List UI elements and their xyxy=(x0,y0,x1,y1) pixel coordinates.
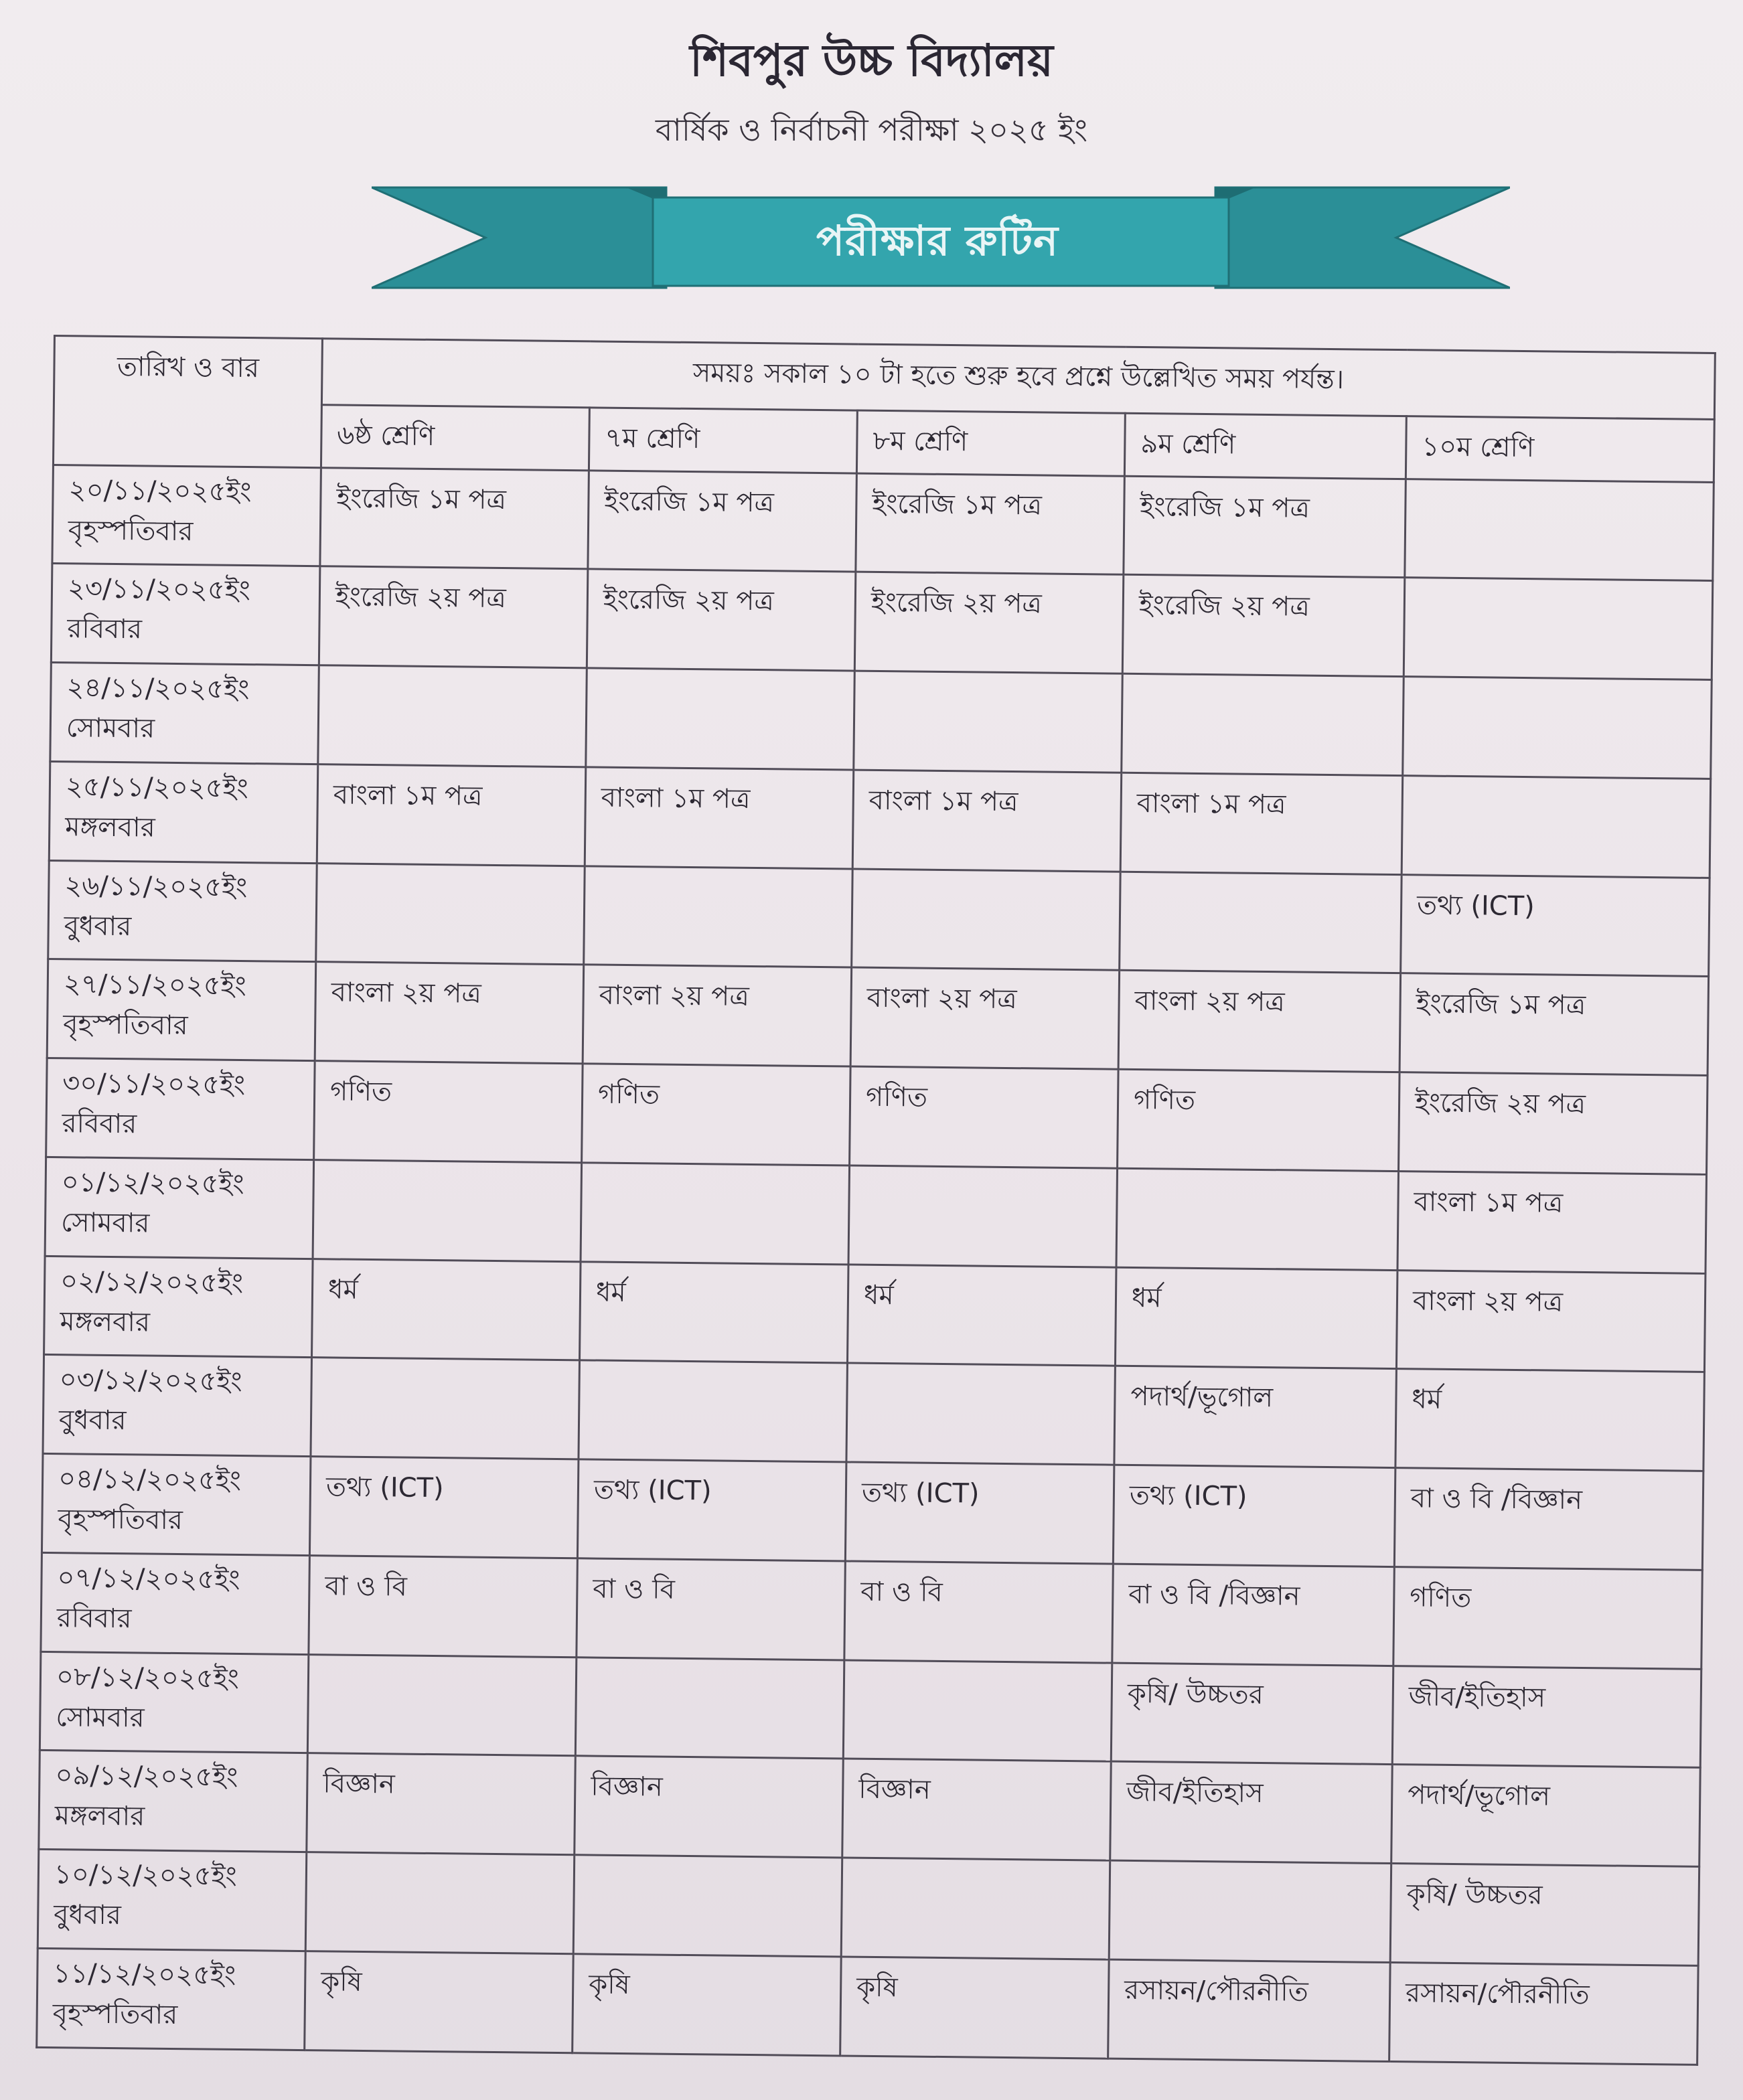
subject-cell xyxy=(852,869,1121,971)
subject-cell: ধর্ম xyxy=(1115,1267,1397,1369)
subject-cell: ইংরেজি ১ম পত্র xyxy=(320,467,589,569)
subject-cell xyxy=(1405,479,1714,581)
date-cell xyxy=(52,465,321,566)
subject-cell: গণিত xyxy=(1393,1567,1703,1670)
exam-date: ২৩/১১/২০২৫ইং xyxy=(67,573,251,607)
exam-day: মঙ্গলবার xyxy=(60,1305,151,1338)
subject-cell: ইংরেজি ২য় পত্র xyxy=(1399,1072,1708,1175)
exam-day: বুধবার xyxy=(58,1404,127,1437)
subject-cell xyxy=(1404,578,1713,680)
class-header-8: ৮ম শ্রেণি xyxy=(856,410,1125,476)
subject-cell xyxy=(307,1654,577,1756)
exam-date: ০৯/১২/২০২৫ইং xyxy=(55,1760,238,1793)
table-row xyxy=(45,1157,1706,1273)
table-row xyxy=(37,1948,1698,2065)
subject-cell: কৃষি xyxy=(573,1954,842,2056)
table-row xyxy=(39,1751,1700,1867)
subject-cell: কৃষি/ উচ্চতর xyxy=(1111,1663,1393,1765)
routine-table-body xyxy=(37,336,1716,2065)
exam-date: ২৭/১১/২০২৫ইং xyxy=(63,969,246,1002)
ribbon-left-tail xyxy=(372,187,666,288)
date-cell xyxy=(39,1751,308,1852)
subject-cell xyxy=(846,1363,1116,1465)
subject-cell: কৃষি xyxy=(840,1957,1110,2058)
exam-date: ১১/১২/২০২৫ইং xyxy=(53,1958,236,1991)
subject-cell xyxy=(318,665,587,767)
school-name: শিবপুর উচ্চ বিদ্যালয় xyxy=(690,35,1053,86)
class-header-10: ১০ম শ্রেণি xyxy=(1406,416,1714,482)
subject-cell: তথ্য (ICT) xyxy=(577,1459,846,1561)
subject-cell: বিজ্ঞান xyxy=(575,1756,844,1858)
subject-cell: বাংলা ১ম পত্র xyxy=(317,764,586,866)
subject-cell xyxy=(311,1358,580,1459)
subject-cell: ধর্ম xyxy=(579,1261,848,1363)
subject-cell xyxy=(581,1163,850,1265)
date-day-header: তারিখ ও বার xyxy=(53,336,322,468)
exam-date: ০১/১২/২০২৫ইং xyxy=(61,1167,244,1200)
subject-cell: বা ও বি xyxy=(844,1561,1114,1663)
exam-date: ২০/১১/২০২৫ইং xyxy=(68,474,252,507)
table-row xyxy=(49,761,1710,878)
date-cell xyxy=(44,1256,313,1358)
subject-cell: কৃষি/ উচ্চতর xyxy=(1390,1864,1699,1966)
subject-cell xyxy=(584,866,853,967)
table-row xyxy=(52,465,1714,581)
class-header-7: ৭ম শ্রেণি xyxy=(589,407,857,473)
subject-cell xyxy=(313,1160,582,1262)
exam-day: মঙ্গলবার xyxy=(54,1800,145,1833)
exam-date: ১০/১২/২০২৫ইং xyxy=(54,1859,238,1892)
subject-cell: ধর্ম xyxy=(847,1265,1116,1366)
date-cell xyxy=(40,1651,309,1753)
subject-cell: গণিত xyxy=(582,1064,851,1165)
subject-cell xyxy=(1116,1168,1399,1270)
subject-cell xyxy=(305,1852,575,1954)
exam-title: বার্ষিক ও নির্বাচনী পরীক্ষা ২০২৫ ইং xyxy=(655,112,1088,148)
subject-cell xyxy=(841,1858,1110,1959)
subject-cell: বাংলা ২য় পত্র xyxy=(315,962,584,1064)
subject-cell xyxy=(1109,1860,1391,1962)
table-row xyxy=(51,564,1712,680)
subject-cell: বাংলা ১ম পত্র xyxy=(1120,773,1403,874)
subject-cell xyxy=(1403,677,1712,779)
subject-cell: ধর্ম xyxy=(1395,1369,1705,1471)
exam-day: রবিবার xyxy=(62,1108,137,1140)
subject-cell xyxy=(1401,775,1711,878)
exam-day: সোমবার xyxy=(60,1207,150,1239)
table-row xyxy=(40,1651,1701,1768)
exam-day: মঙ্গলবার xyxy=(65,811,155,843)
subject-cell xyxy=(1120,872,1402,973)
subject-cell: ইংরেজি ১ম পত্র xyxy=(856,473,1125,575)
subject-cell xyxy=(573,1855,842,1957)
exam-date: ২৬/১১/২০২৫ইং xyxy=(64,870,248,903)
ribbon-right-tail xyxy=(1215,187,1510,288)
exam-day: বৃহস্পতিবার xyxy=(62,1009,188,1042)
subject-cell: রসায়ন/পৌরনীতি xyxy=(1389,1963,1699,2065)
exam-date: ৩০/১১/২০২৫ইং xyxy=(62,1068,246,1101)
subject-cell: তথ্য (ICT) xyxy=(1401,874,1710,977)
date-cell xyxy=(46,1058,315,1160)
subject-cell: বাংলা ১ম পত্র xyxy=(585,767,854,869)
subject-cell: ইংরেজি ১ম পত্র xyxy=(1124,476,1406,578)
subject-cell xyxy=(575,1657,844,1759)
exam-day: বৃহস্পতিবার xyxy=(52,1998,178,2031)
subject-cell: রসায়ন/পৌরনীতি xyxy=(1108,1959,1391,2061)
subject-cell xyxy=(848,1165,1118,1267)
date-cell xyxy=(47,959,316,1061)
subject-cell: কৃষি xyxy=(305,1951,574,2053)
class-header-9: ৯ম শ্রেণি xyxy=(1124,413,1406,479)
exam-routine-table xyxy=(35,335,1716,2066)
exam-date: ২৫/১১/২০২৫ইং xyxy=(65,771,249,804)
subject-cell: বাংলা ২য় পত্র xyxy=(1396,1270,1706,1372)
subject-cell: গণিত xyxy=(850,1066,1119,1168)
class-header-6: ৬ষ্ঠ শ্রেণি xyxy=(321,404,589,470)
subject-cell: তথ্য (ICT) xyxy=(309,1457,579,1558)
subject-cell: ইংরেজি ১ম পত্র xyxy=(1399,973,1709,1076)
date-cell xyxy=(43,1355,312,1457)
subject-cell: বা ও বি /বিজ্ঞান xyxy=(1112,1564,1395,1666)
exam-date: ০৭/১২/২০২৫ইং xyxy=(57,1562,240,1595)
subject-cell: জীব/ইতিহাস xyxy=(1110,1762,1393,1864)
subject-cell: বিজ্ঞান xyxy=(307,1753,576,1855)
subject-cell: পদার্থ/ভূগোল xyxy=(1114,1366,1397,1468)
date-cell xyxy=(45,1157,314,1259)
table-row xyxy=(44,1256,1706,1372)
subject-cell: পদার্থ/ভূগোল xyxy=(1391,1765,1701,1867)
date-cell xyxy=(50,663,319,764)
subject-cell: বাংলা ২য় পত্র xyxy=(850,967,1120,1069)
subject-cell: বা ও বি /বিজ্ঞান xyxy=(1394,1468,1703,1570)
exam-day: সোমবার xyxy=(66,712,155,744)
date-cell xyxy=(51,564,320,665)
banner-label: পরীক্ষার রুটিন xyxy=(816,216,1059,265)
subject-cell xyxy=(316,863,585,965)
subject-cell: বাংলা ২য় পত্র xyxy=(583,965,852,1066)
date-cell xyxy=(49,761,318,863)
exam-date: ২৪/১১/২০২৫ইং xyxy=(66,672,250,706)
subject-cell: ইংরেজি ২য় পত্র xyxy=(1122,575,1405,677)
subject-cell: গণিত xyxy=(314,1061,583,1163)
exam-day: বৃহস্পতিবার xyxy=(68,514,194,547)
subject-cell: গণিত xyxy=(1118,1069,1400,1171)
exam-day: বৃহস্পতিবার xyxy=(58,1504,183,1536)
date-cell xyxy=(37,1850,307,1951)
exam-date: ০৩/১২/২০২৫ইং xyxy=(59,1364,242,1398)
exam-date: ০৪/১২/২০২৫ইং xyxy=(58,1463,242,1497)
table-row xyxy=(41,1552,1702,1669)
subject-cell: বাংলা ২য় পত্র xyxy=(1118,971,1401,1072)
subject-cell: বা ও বি xyxy=(309,1556,578,1658)
table-row xyxy=(37,1850,1699,1966)
subject-cell: জীব/ইতিহাস xyxy=(1392,1666,1701,1768)
exam-time-note: সময়ঃ সকাল ১০ টা হতে শুরু হবে প্রশ্নে উল্লেখিত সময় পর্যন্ত। xyxy=(321,339,1715,419)
subject-cell xyxy=(843,1660,1112,1762)
subject-cell: ধর্ম xyxy=(312,1259,581,1360)
subject-cell xyxy=(854,671,1123,773)
subject-cell: ইংরেজি ২য় পত্র xyxy=(587,569,856,671)
exam-day: সোমবার xyxy=(56,1701,145,1734)
table-row xyxy=(50,663,1712,779)
subject-cell: ইংরেজি ২য় পত্র xyxy=(319,566,588,668)
table-row xyxy=(48,860,1710,977)
subject-cell xyxy=(586,668,855,770)
subject-cell xyxy=(579,1360,848,1462)
table-row xyxy=(43,1355,1704,1471)
exam-date: ০৮/১২/২০২৫ইং xyxy=(56,1661,240,1694)
date-cell xyxy=(42,1454,311,1556)
subject-cell: বিজ্ঞান xyxy=(842,1759,1112,1860)
subject-cell: ইংরেজি ২য় পত্র xyxy=(854,572,1124,673)
table-row xyxy=(42,1454,1703,1570)
subject-cell: বাংলা ১ম পত্র xyxy=(1397,1171,1707,1273)
subject-cell: ইংরেজি ১ম পত্র xyxy=(588,470,857,572)
exam-day: বুধবার xyxy=(54,1899,122,1931)
exam-day: রবিবার xyxy=(67,613,143,645)
date-cell xyxy=(48,860,317,962)
date-cell xyxy=(37,1948,306,2050)
table-row xyxy=(46,1058,1708,1175)
subject-cell: তথ্য (ICT) xyxy=(845,1462,1114,1564)
subject-cell xyxy=(1122,673,1404,775)
subject-cell: বাংলা ১ম পত্র xyxy=(852,770,1122,872)
date-cell xyxy=(41,1552,310,1654)
exam-day: বুধবার xyxy=(64,910,132,942)
exam-date: ০২/১২/২০২৫ইং xyxy=(60,1265,244,1299)
table-row xyxy=(47,959,1708,1076)
subject-cell: তথ্য (ICT) xyxy=(1113,1465,1395,1566)
subject-cell: বা ও বি xyxy=(577,1558,846,1660)
exam-day: রবিবার xyxy=(56,1603,132,1635)
